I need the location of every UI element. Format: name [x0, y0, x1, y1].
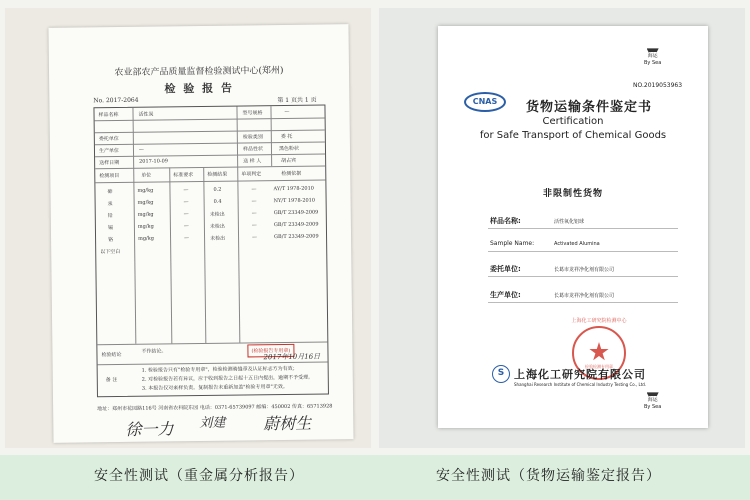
left-panel — [5, 8, 371, 448]
field-value: 委 托 — [280, 133, 293, 141]
sign-date: 2017年10月16日 — [263, 352, 321, 362]
row-result: 未检出 — [209, 223, 225, 230]
row-judge: — — [251, 186, 257, 193]
caption-left: 安全性测试（重金属分析报告） — [94, 468, 304, 484]
certification-sheet — [438, 26, 708, 428]
star-icon — [589, 342, 609, 362]
col-header: 标准要求 — [173, 172, 194, 179]
row-item: 镉 — [107, 225, 113, 232]
field-value: 长葛市龙祥净化剂有限公司 — [554, 267, 615, 273]
row-unit: mg/kg — [137, 199, 154, 206]
badge-text: 海运 — [647, 397, 658, 403]
cert-title-en-sub: for Safe Transport of Chemical Goods — [479, 130, 667, 141]
field-value: 长葛市龙祥净化剂有限公司 — [554, 293, 615, 299]
row-unit: mg/kg — [137, 211, 154, 218]
col-header: 单项判定 — [241, 171, 262, 178]
field-label: 生产单位 — [98, 147, 120, 155]
col-header: 检测依据 — [281, 170, 302, 178]
cert-serial: NO.2019053963 — [633, 82, 683, 89]
row-item: 汞 — [107, 201, 113, 208]
row-unit: mg/kg — [137, 223, 154, 230]
field-label: 样品名称 — [98, 111, 119, 119]
col-header: 检测项目 — [99, 172, 120, 180]
inspection-stamp: (检验报告专用章) — [247, 344, 294, 358]
field-label: 型号规格 — [242, 110, 263, 117]
conclusion-label: 检验结论 — [101, 351, 122, 359]
row-item: 砷 — [107, 189, 113, 196]
row-result: 未检出 — [209, 211, 225, 218]
row-unit: mg/kg — [138, 235, 154, 242]
ship-icon — [647, 388, 659, 396]
cert-title-cn: 货物运输条件鉴定书 — [526, 100, 653, 115]
report-title: 检 验 报 告 — [164, 81, 235, 96]
row-method: AY/T 1978-2010 — [273, 185, 314, 193]
row-std: — — [183, 223, 189, 230]
field-value: 胡占宾 — [281, 157, 297, 165]
row-item: 铅 — [107, 213, 113, 220]
row-judge: — — [252, 234, 258, 241]
report-table — [93, 104, 329, 397]
row-result: 0.4 — [213, 198, 222, 205]
field-label: 样品名称: — [490, 217, 521, 225]
row-judge: — — [251, 198, 257, 205]
seal-text: 上海化工研究院检测中心 — [571, 318, 627, 324]
field-label: 委托单位: — [490, 265, 521, 273]
by-sea-badge-bottom — [644, 388, 661, 411]
row-result: 未检出 — [210, 235, 226, 242]
caption-right: 安全性测试（货物运输鉴定报告） — [436, 468, 661, 484]
institute-name-en: Shanghai Research Institute of Chemical Industry Testing Co., Ltd. — [514, 382, 647, 387]
field-value: 活性氧化铝球 — [554, 219, 585, 225]
field-value: Activated Alumina — [554, 241, 600, 247]
signature: 刘建 — [199, 415, 226, 432]
seal-sub: 检验检测专用章 — [585, 364, 613, 369]
signature: 徐一力 — [125, 419, 174, 439]
note-item: 3. 本报告仅对来样负责。复制报告未重新加盖"检验专用章"无效。 — [141, 383, 288, 392]
field-label: 检验类别 — [242, 134, 263, 141]
field-label: 送 样 人 — [243, 158, 262, 165]
signature: 蔚树生 — [263, 413, 312, 434]
report-number: No. 2017-2064 — [93, 96, 139, 105]
right-panel — [379, 8, 745, 448]
row-item: 以下空白 — [100, 248, 121, 256]
col-header: 检测结果 — [207, 171, 228, 178]
inspection-report-sheet — [48, 24, 353, 443]
row-std: — — [183, 211, 189, 218]
note-item: 1. 检验报告只有"检验专用章"，检验检测骑缝章及认证标志方为有效； — [141, 365, 298, 374]
row-item: 铬 — [108, 237, 114, 244]
badge-text: 海运 — [647, 53, 658, 59]
field-value: — — [284, 108, 290, 115]
cnas-logo: CNAS — [464, 92, 506, 112]
notes-label: 备 注 — [105, 377, 118, 384]
field-label: Sample Name: — [490, 240, 535, 247]
cert-title-en: Certification — [542, 116, 604, 127]
field-label: 样品性状 — [242, 146, 264, 153]
ship-icon — [647, 44, 659, 52]
field-label: 委托单位 — [98, 135, 119, 143]
field-value: 活性炭 — [138, 111, 154, 118]
row-method: GB/T 23349-2009 — [273, 221, 319, 229]
field-label: 生产单位: — [490, 291, 521, 299]
report-org: 农业部农产品质量监督检验测试中心(郑州) — [114, 65, 284, 79]
badge-en: By Sea — [644, 60, 662, 66]
row-std: — — [184, 235, 190, 242]
row-std: — — [183, 187, 189, 194]
field-label: 送样日期 — [99, 159, 120, 167]
by-sea-badge-top — [644, 44, 661, 67]
goods-category: 非限制性货物 — [542, 189, 603, 199]
row-unit: mg/kg — [137, 187, 154, 194]
row-method: NY/T 1978-2010 — [273, 197, 316, 205]
footer-tel: 电话：0371-65739097 邮编：450002 传真：65713928 — [199, 403, 333, 412]
badge-en: By Sea — [644, 404, 662, 410]
row-method: GB/T 23349-2009 — [274, 233, 319, 241]
conclusion-text: 不作结论。 — [141, 348, 167, 355]
report-page: 第 1 页共 1 页 — [277, 96, 317, 105]
row-judge: — — [251, 210, 257, 217]
institute-logo: S — [492, 365, 510, 383]
field-value: — — [138, 146, 145, 153]
footer-address: 地址：郑州市花园路116号 河南省农科院东园 — [97, 405, 199, 413]
note-item: 2. 对检验报告若有异议，应于收到报告之日起十五日内提出，逾期不予受理。 — [141, 374, 314, 383]
col-header: 单位 — [141, 172, 152, 179]
row-std: — — [183, 199, 189, 206]
row-result: 0.2 — [213, 186, 222, 193]
field-value: 2017-10-09 — [139, 158, 168, 165]
institute-name-cn: 上海化工研究院有限公司 — [514, 368, 646, 381]
field-value: 黑色粉状 — [278, 145, 300, 153]
row-method: GB/T 23349-2009 — [273, 209, 319, 217]
row-judge: — — [251, 222, 257, 229]
